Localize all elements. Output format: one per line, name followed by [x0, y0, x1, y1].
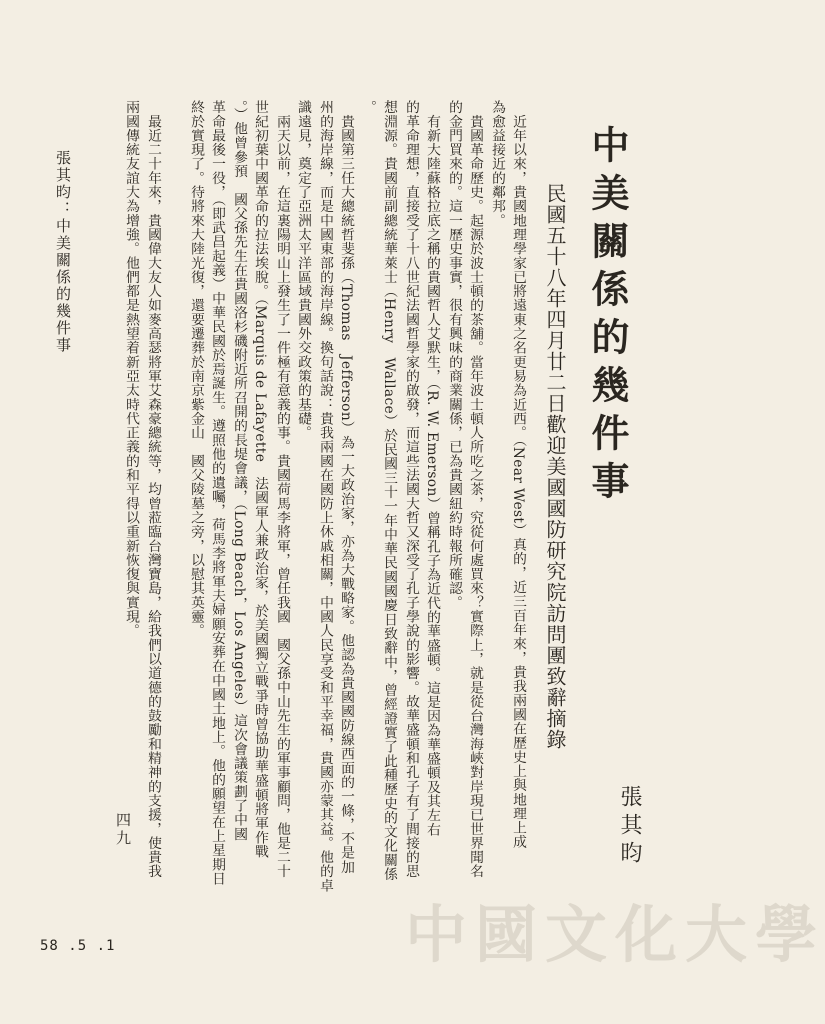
author-name: 張其昀	[617, 785, 642, 869]
date-stamp: 58 .5 .1	[40, 938, 116, 954]
university-watermark: 中國文化大學	[405, 898, 825, 971]
body-line: 終於實現了。待將來大陸光復，還要遷葬於南京紫金山 國父陵墓之旁，以慰其英靈。	[188, 100, 204, 638]
body-line: 貴國第三任大總統哲斐孫（Thomas Jefferson）為一大政治家，亦為大戰略家。他認為貴國國防線西面的一條，不是加	[338, 100, 354, 874]
body-line: 世紀初葉中國革命的拉法埃脫。（Marquis de Lafayette 法國軍人兼政治家，於美國獨立戰爭時曾協助華盛頓將軍作戰	[252, 100, 268, 859]
body-line: 為愈益接近的鄰邦。	[489, 100, 505, 228]
body-line: 想淵源。貴國前副總統華萊士（Henry Wallace）於民國三十一年中華民國國慶日致辭中，曾經證實了此種歷史的文化關係	[381, 100, 397, 882]
page-number: 四九	[114, 812, 132, 848]
body-line: 最近二十年來，貴國偉大友人如麥高瑟將軍艾森豪總統等，均曾蒞臨台灣寶島，給我們以道德的鼓勵和精神的支援，使貴我	[145, 100, 161, 879]
body-line: 兩天以前，在這裏陽明山上發生了一件極有意義的事。貴國荷馬李將軍，曾任我國 國父孫中山先生的軍事顧問，他是二十	[274, 100, 290, 879]
body-line: 識遠見，奠定了亞洲太平洋區域貴國外交政策的基礎。	[295, 100, 311, 440]
running-head: 張其昀：中美關係的幾件事	[54, 150, 72, 354]
body-line: 的革命理想，直接受了十八世紀法國哲學家的啟發，而這些法國大哲又深受了孔子學說的影響。故華盛頓和孔子有了間接的思	[403, 100, 419, 879]
body-line: 州的海岸線，而是中國東部的海岸線。換句話說：貴我兩國在國防上休戚相關，中國人民享受和平幸福，貴國亦蒙其益。他的卓	[317, 100, 333, 893]
body-line: 近年以來，貴國地理學家已將遠東之名更易為近西。（Near West）真的，近三百年來，貴我兩國在歷史上與地理上成	[510, 100, 526, 849]
body-line: 。）他曾參預 國父孫先生在貴國洛杉磯附近所召開的長堤會議，（Long Beach，Los Angeles）這次會議策劃了中國	[231, 100, 247, 841]
body-line: 。	[360, 100, 376, 115]
article-title: 中美關係的幾件事	[585, 125, 630, 509]
body-line: 革命最後一役，（即武昌起義）中華民國於焉誕生。遵照他的遺囑，荷馬李將軍夫婦願安葬在中國土地上。他的願望在上星期日	[209, 100, 225, 886]
body-line: 兩國傳統友誼大為增強。他們都是熱望着新亞太時代正義的和平得以重新恢復與實現。	[123, 100, 139, 638]
body-line: 有新大陸蘇格拉底之稱的貴國哲人艾默生，（R. W. Emerson）曾稱孔子為近代的華盛頓。這是因為華盛頓及其左右	[424, 100, 440, 837]
article-subtitle: 民國五十八年四月廿二日歡迎美國國防研究院訪問團致辭摘錄	[543, 183, 567, 750]
body-line: 貴國革命歷史。起源於波士頓的茶舖。當年波士頓人所吃之茶，究從何處買來？實際上，就是從台灣海峽對岸現已世界聞名	[467, 100, 483, 879]
body-line: 的金門買來的。這一歷史事實，很有興味的商業關係，已為貴國紐約時報所確認。	[446, 100, 462, 610]
